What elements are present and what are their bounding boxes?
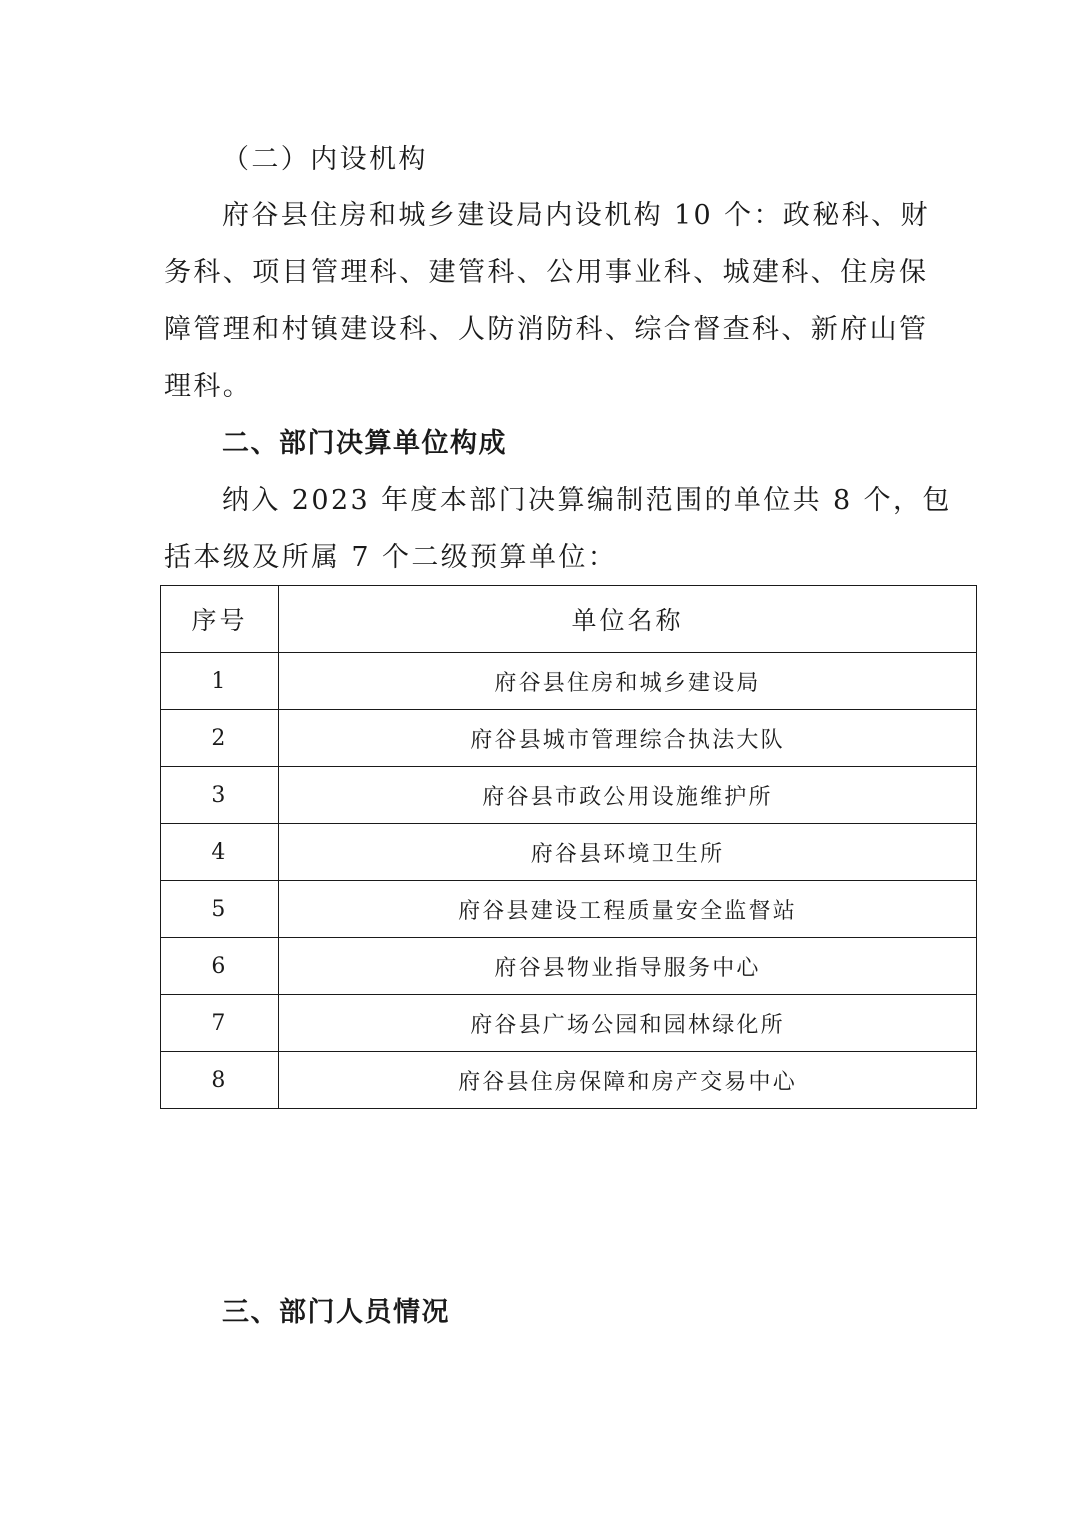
table-header-row: [161, 586, 977, 653]
units-table: [160, 585, 977, 1109]
row-number: 2: [161, 710, 279, 767]
table-row: [161, 1052, 977, 1109]
row-number: 6: [161, 938, 279, 995]
column-header-number: 序号: [161, 586, 279, 653]
unit-name: 府谷县城市管理综合执法大队: [279, 710, 977, 767]
table-row: [161, 653, 977, 710]
section-heading: 二、部门决算单位构成: [222, 428, 507, 459]
row-number: 3: [161, 767, 279, 824]
paragraph-line: 府谷县住房和城乡建设局内设机构 10 个：政秘科、财: [222, 200, 930, 231]
unit-name: 府谷县建设工程质量安全监督站: [279, 881, 977, 938]
column-header-unit-name: 单位名称: [279, 586, 977, 653]
row-number: 5: [161, 881, 279, 938]
paragraph-line: 括本级及所属 7 个二级预算单位：: [164, 542, 618, 573]
unit-name: 府谷县住房和城乡建设局: [279, 653, 977, 710]
row-number: 4: [161, 824, 279, 881]
paragraph-line: 理科。: [164, 371, 253, 402]
unit-name: 府谷县住房保障和房产交易中心: [279, 1052, 977, 1109]
paragraph-line: 务科、项目管理科、建管科、公用事业科、城建科、住房保: [164, 257, 929, 288]
unit-name: 府谷县市政公用设施维护所: [279, 767, 977, 824]
sub-section-heading: （二）内设机构: [222, 144, 428, 175]
row-number: 7: [161, 995, 279, 1052]
table-row: [161, 710, 977, 767]
unit-name: 府谷县广场公园和园林绿化所: [279, 995, 977, 1052]
unit-name: 府谷县物业指导服务中心: [279, 938, 977, 995]
paragraph-line: 障管理和村镇建设科、人防消防科、综合督查科、新府山管: [164, 314, 929, 345]
paragraph-line: 纳入 2023 年度本部门决算编制范围的单位共 8 个，包: [222, 485, 952, 516]
row-number: 1: [161, 653, 279, 710]
table-row: [161, 995, 977, 1052]
section-heading: 三、部门人员情况: [222, 1297, 450, 1328]
table-row: [161, 767, 977, 824]
table-row: [161, 824, 977, 881]
table-row: [161, 938, 977, 995]
unit-name: 府谷县环境卫生所: [279, 824, 977, 881]
table-row: [161, 881, 977, 938]
row-number: 8: [161, 1052, 279, 1109]
